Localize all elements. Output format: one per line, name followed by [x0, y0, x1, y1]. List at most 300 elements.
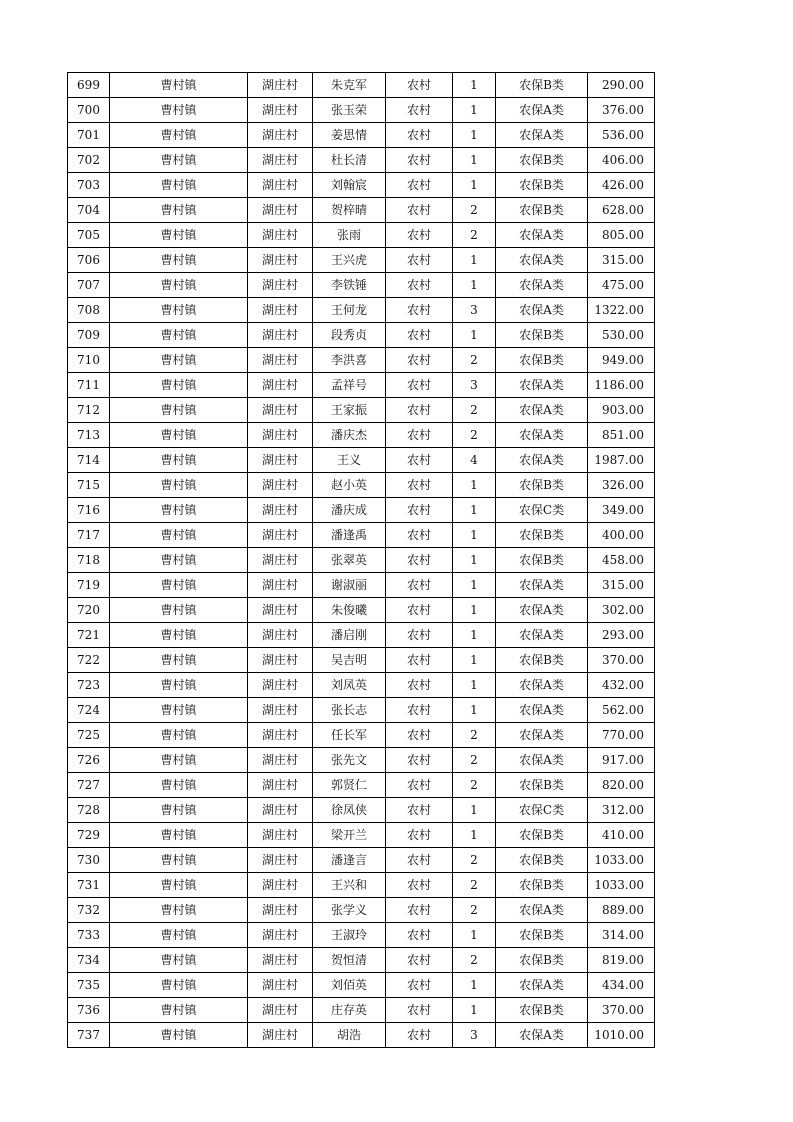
person-count-cell: 4	[453, 448, 496, 473]
amount-cell: 889.00	[588, 898, 655, 923]
insurance-category-cell: 农保B类	[496, 848, 588, 873]
name-cell: 张长志	[313, 698, 386, 723]
village-cell: 湖庄村	[248, 248, 313, 273]
insurance-category-cell: 农保A类	[496, 423, 588, 448]
village-cell: 湖庄村	[248, 873, 313, 898]
table-row	[68, 198, 655, 223]
amount-cell: 903.00	[588, 398, 655, 423]
amount-cell: 315.00	[588, 248, 655, 273]
village-cell: 湖庄村	[248, 648, 313, 673]
household-type-cell: 农村	[386, 248, 453, 273]
row-number-cell: 737	[68, 1023, 110, 1048]
town-cell: 曹村镇	[110, 898, 248, 923]
table-row	[68, 373, 655, 398]
amount-cell: 434.00	[588, 973, 655, 998]
person-count-cell: 1	[453, 923, 496, 948]
name-cell: 张玉荣	[313, 98, 386, 123]
name-cell: 任长军	[313, 723, 386, 748]
town-cell: 曹村镇	[110, 798, 248, 823]
household-type-cell: 农村	[386, 898, 453, 923]
name-cell: 杜长清	[313, 148, 386, 173]
amount-cell: 820.00	[588, 773, 655, 798]
person-count-cell: 1	[453, 498, 496, 523]
name-cell: 潘逢禹	[313, 523, 386, 548]
person-count-cell: 2	[453, 198, 496, 223]
insurance-category-cell: 农保C类	[496, 798, 588, 823]
table-row	[68, 298, 655, 323]
town-cell: 曹村镇	[110, 823, 248, 848]
insurance-category-cell: 农保B类	[496, 198, 588, 223]
village-cell: 湖庄村	[248, 673, 313, 698]
village-cell: 湖庄村	[248, 623, 313, 648]
name-cell: 贺梓晴	[313, 198, 386, 223]
insurance-category-cell: 农保B类	[496, 823, 588, 848]
table-body	[68, 73, 655, 1048]
table-row	[68, 698, 655, 723]
insurance-category-cell: 农保B类	[496, 523, 588, 548]
village-cell: 湖庄村	[248, 98, 313, 123]
town-cell: 曹村镇	[110, 348, 248, 373]
insurance-category-cell: 农保A类	[496, 748, 588, 773]
village-cell: 湖庄村	[248, 348, 313, 373]
insurance-category-cell: 农保A类	[496, 698, 588, 723]
town-cell: 曹村镇	[110, 273, 248, 298]
amount-cell: 400.00	[588, 523, 655, 548]
table-row	[68, 148, 655, 173]
household-type-cell: 农村	[386, 198, 453, 223]
insurance-category-cell: 农保B类	[496, 148, 588, 173]
town-cell: 曹村镇	[110, 398, 248, 423]
name-cell: 胡浩	[313, 1023, 386, 1048]
person-count-cell: 1	[453, 598, 496, 623]
table-row	[68, 848, 655, 873]
table-row	[68, 1023, 655, 1048]
row-number-cell: 703	[68, 173, 110, 198]
town-cell: 曹村镇	[110, 573, 248, 598]
amount-cell: 949.00	[588, 348, 655, 373]
table-row	[68, 123, 655, 148]
village-cell: 湖庄村	[248, 923, 313, 948]
name-cell: 刘翰宸	[313, 173, 386, 198]
amount-cell: 475.00	[588, 273, 655, 298]
town-cell: 曹村镇	[110, 98, 248, 123]
person-count-cell: 2	[453, 873, 496, 898]
town-cell: 曹村镇	[110, 473, 248, 498]
town-cell: 曹村镇	[110, 698, 248, 723]
village-cell: 湖庄村	[248, 323, 313, 348]
household-type-cell: 农村	[386, 498, 453, 523]
person-count-cell: 1	[453, 173, 496, 198]
town-cell: 曹村镇	[110, 423, 248, 448]
person-count-cell: 2	[453, 773, 496, 798]
row-number-cell: 704	[68, 198, 110, 223]
name-cell: 庄存英	[313, 998, 386, 1023]
village-cell: 湖庄村	[248, 523, 313, 548]
insurance-category-cell: 农保B类	[496, 923, 588, 948]
household-type-cell: 农村	[386, 748, 453, 773]
amount-cell: 406.00	[588, 148, 655, 173]
name-cell: 潘启刚	[313, 623, 386, 648]
table-row	[68, 548, 655, 573]
town-cell: 曹村镇	[110, 923, 248, 948]
table-row	[68, 473, 655, 498]
insurance-category-cell: 农保A类	[496, 248, 588, 273]
insurance-category-cell: 农保A类	[496, 373, 588, 398]
row-number-cell: 712	[68, 398, 110, 423]
town-cell: 曹村镇	[110, 123, 248, 148]
person-count-cell: 2	[453, 948, 496, 973]
table-row	[68, 523, 655, 548]
town-cell: 曹村镇	[110, 948, 248, 973]
table-row	[68, 448, 655, 473]
row-number-cell: 719	[68, 573, 110, 598]
person-count-cell: 3	[453, 373, 496, 398]
row-number-cell: 714	[68, 448, 110, 473]
row-number-cell: 717	[68, 523, 110, 548]
household-type-cell: 农村	[386, 273, 453, 298]
insurance-category-cell: 农保B类	[496, 773, 588, 798]
town-cell: 曹村镇	[110, 548, 248, 573]
row-number-cell: 706	[68, 248, 110, 273]
row-number-cell: 727	[68, 773, 110, 798]
insurance-category-cell: 农保A类	[496, 98, 588, 123]
person-count-cell: 1	[453, 548, 496, 573]
amount-cell: 1322.00	[588, 298, 655, 323]
name-cell: 梁开兰	[313, 823, 386, 848]
household-type-cell: 农村	[386, 323, 453, 348]
town-cell: 曹村镇	[110, 523, 248, 548]
village-cell: 湖庄村	[248, 948, 313, 973]
village-cell: 湖庄村	[248, 973, 313, 998]
insurance-category-cell: 农保B类	[496, 473, 588, 498]
village-cell: 湖庄村	[248, 898, 313, 923]
town-cell: 曹村镇	[110, 748, 248, 773]
person-count-cell: 1	[453, 123, 496, 148]
amount-cell: 805.00	[588, 223, 655, 248]
table-row	[68, 348, 655, 373]
table-row	[68, 898, 655, 923]
household-type-cell: 农村	[386, 798, 453, 823]
town-cell: 曹村镇	[110, 148, 248, 173]
village-cell: 湖庄村	[248, 298, 313, 323]
town-cell: 曹村镇	[110, 373, 248, 398]
table-row	[68, 173, 655, 198]
name-cell: 李洪喜	[313, 348, 386, 373]
person-count-cell: 2	[453, 223, 496, 248]
person-count-cell: 2	[453, 398, 496, 423]
person-count-cell: 1	[453, 98, 496, 123]
name-cell: 潘庆成	[313, 498, 386, 523]
row-number-cell: 710	[68, 348, 110, 373]
amount-cell: 326.00	[588, 473, 655, 498]
person-count-cell: 1	[453, 648, 496, 673]
village-cell: 湖庄村	[248, 998, 313, 1023]
row-number-cell: 720	[68, 598, 110, 623]
amount-cell: 1033.00	[588, 873, 655, 898]
amount-cell: 1987.00	[588, 448, 655, 473]
person-count-cell: 1	[453, 148, 496, 173]
town-cell: 曹村镇	[110, 973, 248, 998]
person-count-cell: 1	[453, 523, 496, 548]
household-type-cell: 农村	[386, 73, 453, 98]
name-cell: 张学义	[313, 898, 386, 923]
insurance-category-cell: 农保A类	[496, 448, 588, 473]
village-cell: 湖庄村	[248, 598, 313, 623]
row-number-cell: 723	[68, 673, 110, 698]
household-type-cell: 农村	[386, 923, 453, 948]
amount-cell: 628.00	[588, 198, 655, 223]
amount-cell: 312.00	[588, 798, 655, 823]
person-count-cell: 2	[453, 898, 496, 923]
person-count-cell: 1	[453, 823, 496, 848]
insurance-category-cell: 农保A类	[496, 723, 588, 748]
household-type-cell: 农村	[386, 673, 453, 698]
row-number-cell: 700	[68, 98, 110, 123]
household-type-cell: 农村	[386, 948, 453, 973]
person-count-cell: 2	[453, 748, 496, 773]
household-type-cell: 农村	[386, 173, 453, 198]
row-number-cell: 729	[68, 823, 110, 848]
name-cell: 刘佰英	[313, 973, 386, 998]
person-count-cell: 1	[453, 973, 496, 998]
village-cell: 湖庄村	[248, 223, 313, 248]
table-row	[68, 923, 655, 948]
amount-cell: 426.00	[588, 173, 655, 198]
table-row	[68, 823, 655, 848]
town-cell: 曹村镇	[110, 73, 248, 98]
row-number-cell: 726	[68, 748, 110, 773]
row-number-cell: 702	[68, 148, 110, 173]
subsidy-table	[67, 72, 655, 1048]
person-count-cell: 1	[453, 473, 496, 498]
table-row	[68, 973, 655, 998]
row-number-cell: 718	[68, 548, 110, 573]
person-count-cell: 1	[453, 323, 496, 348]
household-type-cell: 农村	[386, 648, 453, 673]
household-type-cell: 农村	[386, 598, 453, 623]
amount-cell: 293.00	[588, 623, 655, 648]
village-cell: 湖庄村	[248, 548, 313, 573]
village-cell: 湖庄村	[248, 473, 313, 498]
name-cell: 李铁锤	[313, 273, 386, 298]
household-type-cell: 农村	[386, 723, 453, 748]
amount-cell: 349.00	[588, 498, 655, 523]
insurance-category-cell: 农保B类	[496, 873, 588, 898]
amount-cell: 536.00	[588, 123, 655, 148]
person-count-cell: 1	[453, 623, 496, 648]
insurance-category-cell: 农保A类	[496, 1023, 588, 1048]
name-cell: 段秀贞	[313, 323, 386, 348]
household-type-cell: 农村	[386, 348, 453, 373]
insurance-category-cell: 农保B类	[496, 648, 588, 673]
person-count-cell: 1	[453, 798, 496, 823]
table-row	[68, 648, 655, 673]
amount-cell: 770.00	[588, 723, 655, 748]
town-cell: 曹村镇	[110, 848, 248, 873]
insurance-category-cell: 农保A类	[496, 898, 588, 923]
person-count-cell: 1	[453, 73, 496, 98]
village-cell: 湖庄村	[248, 198, 313, 223]
insurance-category-cell: 农保A类	[496, 673, 588, 698]
amount-cell: 290.00	[588, 73, 655, 98]
name-cell: 刘凤英	[313, 673, 386, 698]
row-number-cell: 724	[68, 698, 110, 723]
amount-cell: 370.00	[588, 998, 655, 1023]
table-row	[68, 723, 655, 748]
town-cell: 曹村镇	[110, 248, 248, 273]
village-cell: 湖庄村	[248, 573, 313, 598]
table-row	[68, 498, 655, 523]
insurance-category-cell: 农保A类	[496, 223, 588, 248]
table-row	[68, 623, 655, 648]
person-count-cell: 2	[453, 423, 496, 448]
insurance-category-cell: 农保A类	[496, 298, 588, 323]
person-count-cell: 3	[453, 298, 496, 323]
row-number-cell: 699	[68, 73, 110, 98]
village-cell: 湖庄村	[248, 823, 313, 848]
amount-cell: 458.00	[588, 548, 655, 573]
village-cell: 湖庄村	[248, 273, 313, 298]
name-cell: 王何龙	[313, 298, 386, 323]
name-cell: 朱克军	[313, 73, 386, 98]
table-row	[68, 273, 655, 298]
town-cell: 曹村镇	[110, 873, 248, 898]
town-cell: 曹村镇	[110, 648, 248, 673]
village-cell: 湖庄村	[248, 698, 313, 723]
household-type-cell: 农村	[386, 773, 453, 798]
name-cell: 朱俊曦	[313, 598, 386, 623]
amount-cell: 530.00	[588, 323, 655, 348]
town-cell: 曹村镇	[110, 623, 248, 648]
village-cell: 湖庄村	[248, 373, 313, 398]
row-number-cell: 721	[68, 623, 110, 648]
household-type-cell: 农村	[386, 973, 453, 998]
table-row	[68, 323, 655, 348]
person-count-cell: 2	[453, 848, 496, 873]
household-type-cell: 农村	[386, 148, 453, 173]
insurance-category-cell: 农保C类	[496, 498, 588, 523]
person-count-cell: 1	[453, 573, 496, 598]
name-cell: 吴吉明	[313, 648, 386, 673]
person-count-cell: 3	[453, 1023, 496, 1048]
person-count-cell: 1	[453, 673, 496, 698]
name-cell: 郭贤仁	[313, 773, 386, 798]
town-cell: 曹村镇	[110, 673, 248, 698]
row-number-cell: 728	[68, 798, 110, 823]
household-type-cell: 农村	[386, 98, 453, 123]
name-cell: 赵小英	[313, 473, 386, 498]
name-cell: 王兴虎	[313, 248, 386, 273]
town-cell: 曹村镇	[110, 998, 248, 1023]
insurance-category-cell: 农保A类	[496, 398, 588, 423]
row-number-cell: 709	[68, 323, 110, 348]
town-cell: 曹村镇	[110, 198, 248, 223]
name-cell: 徐凤侠	[313, 798, 386, 823]
village-cell: 湖庄村	[248, 398, 313, 423]
household-type-cell: 农村	[386, 523, 453, 548]
household-type-cell: 农村	[386, 123, 453, 148]
table-row	[68, 748, 655, 773]
insurance-category-cell: 农保A类	[496, 598, 588, 623]
table-row	[68, 773, 655, 798]
town-cell: 曹村镇	[110, 173, 248, 198]
household-type-cell: 农村	[386, 823, 453, 848]
insurance-category-cell: 农保A类	[496, 973, 588, 998]
row-number-cell: 711	[68, 373, 110, 398]
town-cell: 曹村镇	[110, 298, 248, 323]
amount-cell: 1186.00	[588, 373, 655, 398]
town-cell: 曹村镇	[110, 498, 248, 523]
name-cell: 张雨	[313, 223, 386, 248]
village-cell: 湖庄村	[248, 123, 313, 148]
amount-cell: 1010.00	[588, 1023, 655, 1048]
row-number-cell: 734	[68, 948, 110, 973]
table-row	[68, 998, 655, 1023]
row-number-cell: 701	[68, 123, 110, 148]
amount-cell: 410.00	[588, 823, 655, 848]
table-row	[68, 873, 655, 898]
row-number-cell: 725	[68, 723, 110, 748]
insurance-category-cell: 农保A类	[496, 273, 588, 298]
household-type-cell: 农村	[386, 873, 453, 898]
household-type-cell: 农村	[386, 623, 453, 648]
household-type-cell: 农村	[386, 223, 453, 248]
amount-cell: 315.00	[588, 573, 655, 598]
village-cell: 湖庄村	[248, 848, 313, 873]
name-cell: 王义	[313, 448, 386, 473]
person-count-cell: 2	[453, 348, 496, 373]
person-count-cell: 2	[453, 723, 496, 748]
amount-cell: 376.00	[588, 98, 655, 123]
amount-cell: 851.00	[588, 423, 655, 448]
table-row	[68, 673, 655, 698]
name-cell: 张先文	[313, 748, 386, 773]
insurance-category-cell: 农保A类	[496, 573, 588, 598]
insurance-category-cell: 农保B类	[496, 948, 588, 973]
insurance-category-cell: 农保A类	[496, 123, 588, 148]
row-number-cell: 707	[68, 273, 110, 298]
amount-cell: 432.00	[588, 673, 655, 698]
household-type-cell: 农村	[386, 998, 453, 1023]
name-cell: 王家振	[313, 398, 386, 423]
insurance-category-cell: 农保B类	[496, 323, 588, 348]
name-cell: 潘逢言	[313, 848, 386, 873]
village-cell: 湖庄村	[248, 773, 313, 798]
table-row	[68, 798, 655, 823]
village-cell: 湖庄村	[248, 498, 313, 523]
village-cell: 湖庄村	[248, 798, 313, 823]
row-number-cell: 705	[68, 223, 110, 248]
amount-cell: 314.00	[588, 923, 655, 948]
village-cell: 湖庄村	[248, 748, 313, 773]
village-cell: 湖庄村	[248, 148, 313, 173]
town-cell: 曹村镇	[110, 223, 248, 248]
household-type-cell: 农村	[386, 548, 453, 573]
amount-cell: 370.00	[588, 648, 655, 673]
person-count-cell: 1	[453, 248, 496, 273]
household-type-cell: 农村	[386, 473, 453, 498]
household-type-cell: 农村	[386, 1023, 453, 1048]
household-type-cell: 农村	[386, 298, 453, 323]
amount-cell: 562.00	[588, 698, 655, 723]
person-count-cell: 1	[453, 698, 496, 723]
insurance-category-cell: 农保B类	[496, 548, 588, 573]
table-row	[68, 423, 655, 448]
village-cell: 湖庄村	[248, 423, 313, 448]
name-cell: 孟祥号	[313, 373, 386, 398]
household-type-cell: 农村	[386, 573, 453, 598]
insurance-category-cell: 农保B类	[496, 73, 588, 98]
